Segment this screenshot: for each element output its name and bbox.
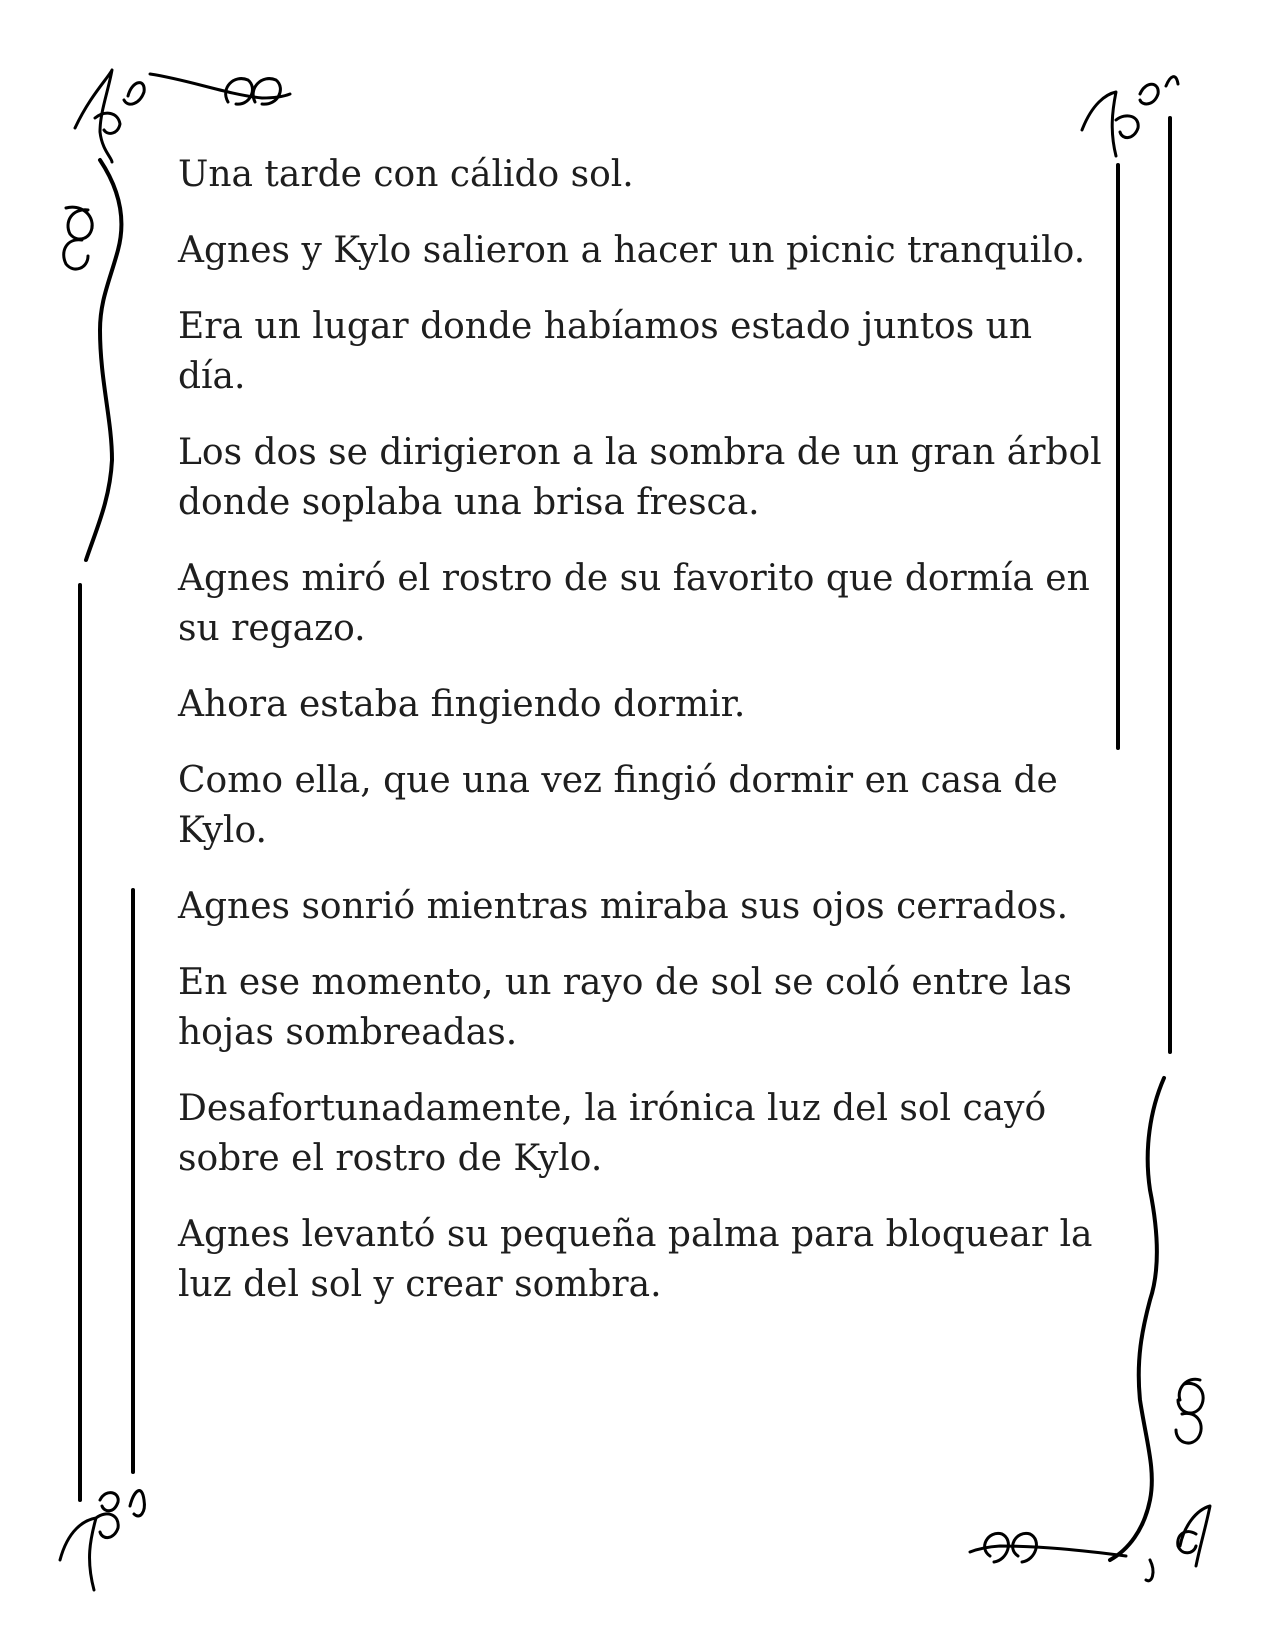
paragraph: Agnes sonrió mientras miraba sus ojos cerrados. bbox=[178, 886, 1069, 927]
paragraph: Como ella, que una vez fingió dormir en casa de Kylo. bbox=[178, 760, 1058, 851]
paragraph: Los dos se dirigieron a la sombra de un gran árbol donde soplaba una brisa fresca. bbox=[178, 432, 1102, 523]
paragraph: Una tarde con cálido sol. bbox=[178, 154, 634, 195]
story-text bbox=[178, 150, 1108, 1336]
paragraph: Agnes y Kylo salieron a hacer un picnic tranquilo. bbox=[178, 230, 1086, 271]
paragraph: Desafortunadamente, la irónica luz del sol cayó sobre el rostro de Kylo. bbox=[178, 1088, 1047, 1179]
paragraph: Ahora estaba fingiendo dormir. bbox=[178, 684, 746, 725]
paragraph: Era un lugar donde habíamos estado juntos un día. bbox=[178, 306, 1032, 397]
bottom-left-flourish-icon bbox=[60, 1491, 144, 1590]
paragraph: En ese momento, un rayo de sol se coló entre las hojas sombreadas. bbox=[178, 962, 1072, 1053]
paragraph: Agnes levantó su pequeña palma para bloquear la luz del sol y crear sombra. bbox=[178, 1214, 1093, 1305]
paragraph: Agnes miró el rostro de su favorito que dormía en su regazo. bbox=[178, 558, 1090, 649]
top-right-flourish-icon bbox=[1082, 77, 1178, 156]
